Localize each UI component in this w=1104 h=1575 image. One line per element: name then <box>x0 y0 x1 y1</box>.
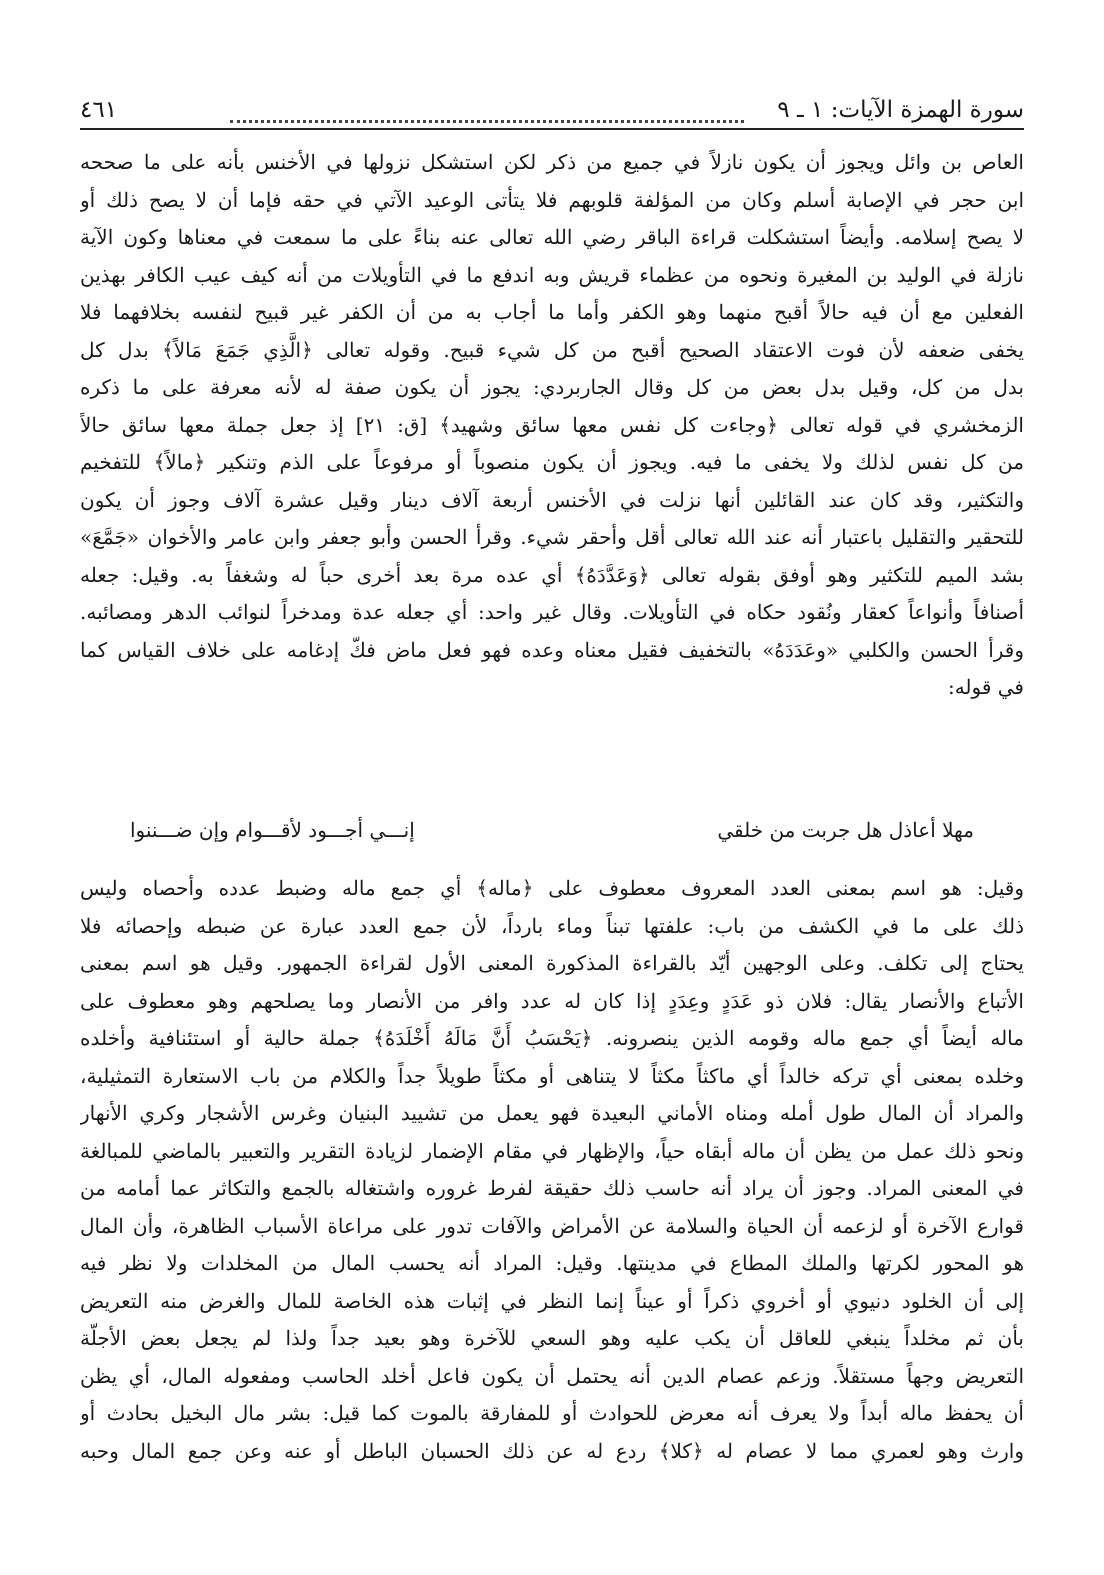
text-line: أن يحفظ ماله أبداً ولا يعرف أنه معرض للحوادث أو للمفارقة بالموت كما قيل: بشر مال البخيل بحادث أو <box>80 1401 1024 1425</box>
text-line: بشد الميم للتكثير وهو أوفق بقوله تعالى ﴿وَعَدَّدَهُ﴾ أي عده مرة بعد أخرى حباً له وشغفاً به. وقيل: جعله <box>80 562 1024 587</box>
verse-second-hemistich: إنـــي أجـــود لأقـــوام وإن ضـــننوا <box>130 818 415 842</box>
text-line: يخفى ضعفه لأن فوت الاعتقاد الصحيح أقبح من كل شيء قبيح. وقوله تعالى ﴿الَّذِي جَمَعَ مَالاً﴾ بدل كل <box>80 337 1024 362</box>
text-line: وارث وهو لعمري مما لا عصام له ﴿كلا﴾ ردع له عن ذلك الحسبان الباطل أو عنه وعن جمع المال وحبه <box>80 1438 1024 1463</box>
paragraph-2 <box>80 870 1024 1470</box>
text-line: بدل من كل، وقيل بدل بعض من كل وقال الجاربردي: يجوز أن يكون صفة له لأنه معرفة على ما ذكره <box>80 375 1024 399</box>
text-line: لا يصح إسلامه. وأيضاً استشكلت قراءة الباقر رضي الله تعالى عنه بناءً على ما سمعت في معناها وكون الآية <box>80 225 1024 249</box>
text-line: هو المحور لكرتها والملك المطاع في مدينتها. وقيل: المراد أنه يحسب المال من المخلدات ولا نظر فيه <box>80 1251 1024 1275</box>
text-line: ماله أيضاً أي جمع ماله وقومه الذين ينصرونه. ﴿يَحْسَبُ أَنَّ مَالَهُ أَخْلَدَهُ﴾ جملة حالية أو استئنافية وأخلده <box>80 1026 1024 1050</box>
text-line: للتحقير والتقليل باعتبار أنه عند الله تعالى أقل وأحقر شيء. وقرأ الحسن وأبو جعفر وابن عامر والأخوان «جَمَّعَ» <box>80 525 1024 549</box>
leader-dots <box>230 92 744 123</box>
page-number: ٤٦١ <box>80 97 118 123</box>
text-line: الزمخشري في قوله تعالى ﴿وجاءت كل نفس معها سائق وشهيد﴾ [ق: ٢١] إذ جعل جملة معها سائق حالاً <box>80 412 1024 437</box>
text-line: يحتاج إلى تكلف. وعلى الوجهين أيّد بالقراءة المذكورة المعنى الأول لقراءة الجمهور. وقيل هو اسم بمعنى <box>80 951 1024 975</box>
verse-first-hemistich: مهلا أعاذل هل جربت من خلقي <box>717 818 974 842</box>
surah-title: سورة الهمزة الآيات: ١ ـ ٩ <box>777 97 1024 123</box>
text-line: ابن حجر في الإصابة أسلم وكان من المؤلفة قلوبهم فلا يتأتى الوعيد الآتي في حقه فإما أن لا يصح ذلك أو <box>80 187 1024 212</box>
text-line: وخلده بمعنى أي تركه خالداً أي ماكثاً مكثاً لا يتناهى أو مكثاً طويلاً جداً والكلام من باب الاستعارة التمثيلية، <box>80 1063 1024 1088</box>
text-line: العاص بن وائل ويجوز أن يكون نازلاً في جميع من ذكر لكن استشكل نزولها في الأخنس بأنه على ما صححه <box>80 150 1024 174</box>
text-line: الفعلين مع أن فيه حالاً أقبح منهما وهو الكفر وأما ما أجاب به من أن الكفر غير قبيح لنفسه بخلافهما فلا <box>80 300 1024 324</box>
text-line: ذلك على ما في الكشف من باب: علفتها تبناً وماء بارداً، لأن جمع العدد عبارة عن ضبطه وإحصائه فلا <box>80 913 1024 938</box>
running-header <box>80 92 1024 130</box>
text-line: أصنافاً وأنواعاً كعقار ونُقود حكاه في التأويلات. وقال غير واحد: أي جعله عدة ومدخراً لنوائب الدهر ومصائبه. <box>80 600 1024 624</box>
paragraph-1 <box>80 144 1024 707</box>
text-line: الأتباع والأنصار يقال: فلان ذو عَدَدٍ وعِدَدٍ إذا كان له عدد وافر من الأنصار وما يصلحهم وهو معطوف على <box>80 988 1024 1013</box>
text-line: من كل نفس لذلك ولا يخفى ما فيه. ويجوز أن يكون منصوباً أو مرفوعاً على الذم وتنكير ﴿مالاً﴾ للتفخيم <box>80 450 1024 474</box>
text-line: في قوله: <box>947 675 1024 699</box>
text-line: قوارع الآخرة أو لزعمه أن الحياة والسلامة عن الأمراض والآفات تدور على مراعاة الأسباب الظاهرة، وأن المال <box>80 1213 1024 1238</box>
text-line: نازلة في الوليد بن المغيرة ونحوه من عظماء قريش وبه اندفع ما في التأويلات من أنه كيف عيب الكافر بهذين <box>80 262 1024 287</box>
text-line: والمراد أن المال طول أمله ومناه الأماني البعيدة فهو يعمل من تشييد البنيان وغرس الأشجار وكري الأنهار <box>80 1101 1024 1125</box>
text-line: التعريض وجهاً مستقلاً. وزعم عصام الدين أنه يحتمل أن يكون فاعل أخلد الحاسب ومفعوله المال، أي يظن <box>80 1363 1024 1388</box>
text-line: والتكثير، وقد كان عند القائلين أنها نزلت في الأخنس أربعة آلاف دينار وقيل عشرة آلاف وجوز أن يكون <box>80 487 1024 512</box>
text-line: ونحو ذلك عمل من يظن أن ماله أبقاه حياً، والإظهار في مقام الإضمار لزيادة التقرير والتعبير بالماضي للمبالغة <box>80 1138 1024 1163</box>
text-line: وقرأ الحسن والكلبي «وعَدَدَهُ» بالتخفيف فقيل معناه وعده فهو فعل ماض فكّ إدغامه على خلاف القياس كما <box>80 637 1024 662</box>
text-line: إلى أن الخلود دنيوي أو أخروي ذكراً أو عيناً إنما النظر في إثبات هذه الخاصة للمال والغرض منه التعريض <box>80 1288 1024 1313</box>
text-line: في المعنى المراد. وجوز أن يراد أنه حاسب ذلك حقيقة لفرط غروره واشتغاله بالجمع والتكاثر عما أمامه من <box>80 1176 1024 1200</box>
text-line: بأن ثم مخلداً ينبغي للعاقل أن يكب عليه وهو السعي للآخرة وهو بعيد جداً ولذا لم يجعل بعض الأجلّة <box>80 1326 1024 1350</box>
text-line: وقيل: هو اسم بمعنى العدد المعروف معطوف على ﴿ماله﴾ أي جمع ماله وضبط عدده وأحصاه وليس <box>80 876 1024 900</box>
poetry-verse <box>130 810 974 850</box>
